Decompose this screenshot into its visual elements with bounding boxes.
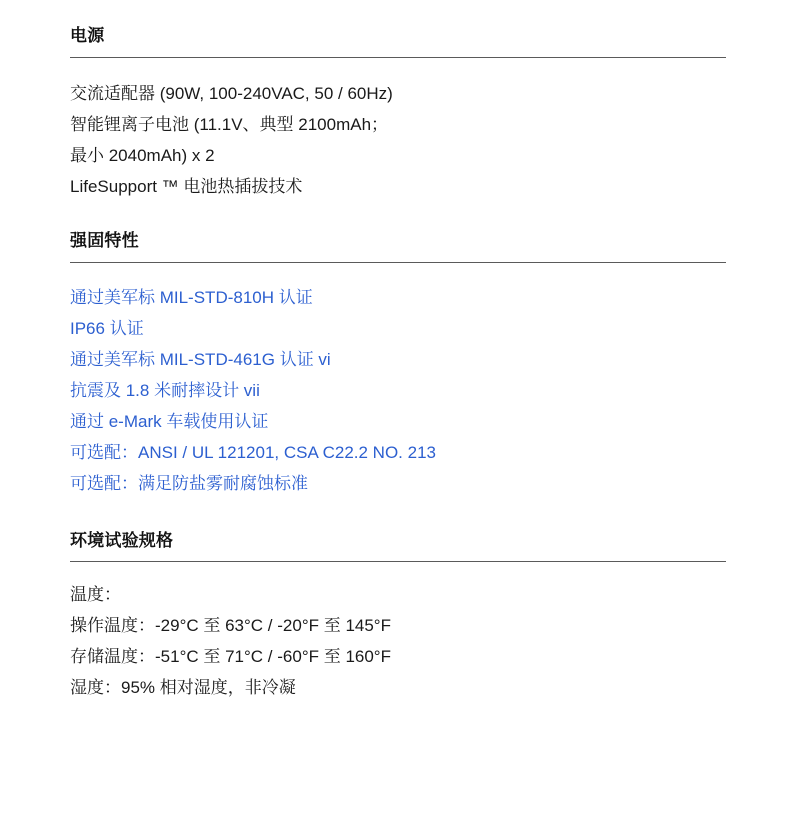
section-power bbox=[70, 24, 726, 202]
spec-line-link[interactable]: 通过美军标 MIL-STD-810H 认证 bbox=[70, 287, 313, 307]
section-title-rugged-features: 强固特性 bbox=[70, 230, 139, 250]
spec-line-link[interactable]: 通过 e-Mark 车载使用认证 bbox=[70, 411, 269, 431]
spec-line-link[interactable]: 通过美军标 MIL-STD-461G 认证 vi bbox=[70, 349, 331, 369]
spec-line-link[interactable]: 可选配：满足防盐雾耐腐蚀标准 bbox=[70, 473, 308, 493]
spec-line: 交流适配器 (90W, 100-240VAC, 50 / 60Hz) bbox=[70, 83, 393, 103]
spec-line-link[interactable]: 可选配：ANSI / UL 121201, CSA C22.2 NO. 213 bbox=[70, 442, 436, 462]
spec-line: 温度： bbox=[70, 585, 121, 605]
spec-list-rugged-features bbox=[70, 282, 726, 499]
spec-list-power bbox=[70, 78, 726, 202]
section-divider-environmental-specs bbox=[70, 561, 726, 562]
section-environmental-specs bbox=[70, 529, 726, 704]
section-divider-rugged-features bbox=[70, 262, 726, 263]
spec-list-environmental-specs bbox=[70, 579, 726, 703]
spec-line: 操作温度：-29°C 至 63°C / -20°F 至 145°F bbox=[70, 616, 391, 636]
section-rugged-features bbox=[70, 229, 726, 499]
section-divider-power bbox=[70, 57, 726, 58]
spec-line: 智能锂离子电池 (11.1V、典型 2100mAh； bbox=[70, 114, 389, 134]
spec-line: LifeSupport ™ 电池热插拔技术 bbox=[70, 176, 303, 196]
spec-line: 最小 2040mAh) x 2 bbox=[70, 145, 215, 165]
spec-line-link[interactable]: 抗震及 1.8 米耐摔设计 vii bbox=[70, 380, 260, 400]
spec-line: 湿度：95% 相对湿度，非冷凝 bbox=[70, 678, 296, 698]
spec-line: 存储温度：-51°C 至 71°C / -60°F 至 160°F bbox=[70, 647, 391, 667]
spec-line-link[interactable]: IP66 认证 bbox=[70, 318, 144, 338]
section-title-environmental-specs: 环境试验规格 bbox=[70, 530, 174, 550]
section-title-power: 电源 bbox=[70, 26, 105, 45]
